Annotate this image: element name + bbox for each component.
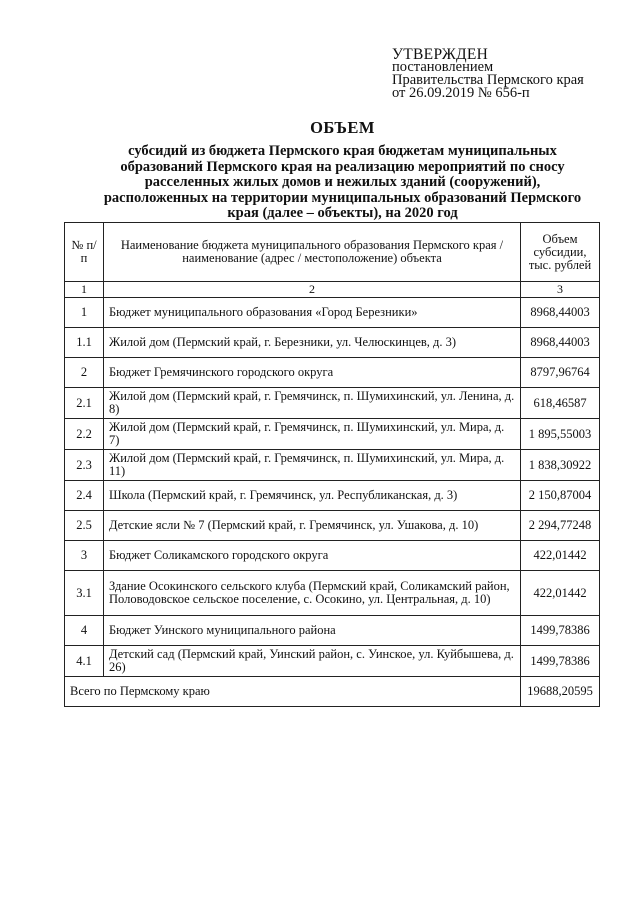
approval-line-3: от 26.09.2019 № 656-п	[392, 85, 530, 101]
title-subtitle: субсидий из бюджета Пермского края бюджетам муниципальных образований Пермского края на реализацию мероприятий по сносу расселенных жилых домов и нежилых зданий (сооружений), расположенных на территории муниципальных образований Пермского края (далее – объекты), на 2020 год	[103, 143, 582, 221]
column-index: 1	[65, 282, 104, 298]
table-row	[65, 616, 600, 646]
row-amount: 1499,78386	[521, 646, 600, 677]
row-number: 1.1	[65, 328, 104, 358]
row-amount: 422,01442	[521, 571, 600, 616]
title-main: ОБЪЕМ	[310, 118, 375, 137]
approval-heading: УТВЕРЖДЕН	[392, 46, 489, 63]
row-number: 4	[65, 616, 104, 646]
table-row	[65, 541, 600, 571]
header-number: № п/п	[65, 223, 104, 282]
total-label: Всего по Пермскому краю	[65, 677, 521, 707]
row-amount: 1499,78386	[521, 616, 600, 646]
row-number: 2.4	[65, 481, 104, 511]
row-amount: 1 895,55003	[521, 419, 600, 450]
column-index: 3	[521, 282, 600, 298]
table-row	[65, 358, 600, 388]
table-row	[65, 511, 600, 541]
total-row	[65, 677, 600, 707]
row-name: Детские ясли № 7 (Пермский край, г. Гремячинск, ул. Ушакова, д. 10)	[104, 511, 521, 541]
row-amount: 8968,44003	[521, 328, 600, 358]
column-index-row	[65, 282, 600, 298]
row-amount: 1 838,30922	[521, 450, 600, 481]
row-name: Жилой дом (Пермский край, г. Гремячинск, п. Шумихинский, ул. Ленина, д. 8)	[104, 388, 521, 419]
table-row	[65, 419, 600, 450]
row-name: Жилой дом (Пермский край, г. Гремячинск, п. Шумихинский, ул. Мира, д. 11)	[104, 450, 521, 481]
table-header-row	[65, 223, 600, 282]
table-row	[65, 450, 600, 481]
row-amount: 8968,44003	[521, 298, 600, 328]
row-number: 3	[65, 541, 104, 571]
table-row	[65, 646, 600, 677]
subsidies-table	[64, 222, 600, 707]
row-name: Бюджет Уинского муниципального района	[104, 616, 521, 646]
row-name: Бюджет Соликамского городского округа	[104, 541, 521, 571]
table-row	[65, 328, 600, 358]
row-name: Жилой дом (Пермский край, г. Березники, ул. Челюскинцев, д. 3)	[104, 328, 521, 358]
table-row	[65, 481, 600, 511]
document-title	[100, 118, 585, 222]
row-name: Школа (Пермский край, г. Гремячинск, ул. Республиканская, д. 3)	[104, 481, 521, 511]
table-row	[65, 388, 600, 419]
row-name: Здание Осокинского сельского клуба (Пермский край, Соликамский район, Половодовское сельское поселение, с. Осокино, ул. Центральная, д. 10)	[104, 571, 521, 616]
row-number: 3.1	[65, 571, 104, 616]
header-name: Наименование бюджета муниципального образования Пермского края / наименование (адрес / местоположение) объекта	[104, 223, 521, 282]
approval-line-2: Правительства Пермского края	[392, 72, 584, 88]
row-number: 2.2	[65, 419, 104, 450]
row-number: 2.1	[65, 388, 104, 419]
column-index: 2	[104, 282, 521, 298]
row-number: 2.5	[65, 511, 104, 541]
row-amount: 422,01442	[521, 541, 600, 571]
row-name: Бюджет муниципального образования «Город Березники»	[104, 298, 521, 328]
table-row	[65, 571, 600, 616]
row-amount: 2 294,77248	[521, 511, 600, 541]
row-number: 1	[65, 298, 104, 328]
row-number: 2.3	[65, 450, 104, 481]
row-name: Бюджет Гремячинского городского округа	[104, 358, 521, 388]
approval-line-1: постановлением	[392, 59, 494, 75]
total-amount: 19688,20595	[521, 677, 600, 707]
row-name: Детский сад (Пермский край, Уинский район, с. Уинское, ул. Куйбышева, д. 26)	[104, 646, 521, 677]
row-amount: 8797,96764	[521, 358, 600, 388]
approval-stamp	[392, 48, 584, 100]
table-row	[65, 298, 600, 328]
row-number: 2	[65, 358, 104, 388]
row-amount: 2 150,87004	[521, 481, 600, 511]
header-amount: Объем субсидии, тыс. рублей	[521, 223, 600, 282]
row-name: Жилой дом (Пермский край, г. Гремячинск, п. Шумихинский, ул. Мира, д. 7)	[104, 419, 521, 450]
row-amount: 618,46587	[521, 388, 600, 419]
row-number: 4.1	[65, 646, 104, 677]
